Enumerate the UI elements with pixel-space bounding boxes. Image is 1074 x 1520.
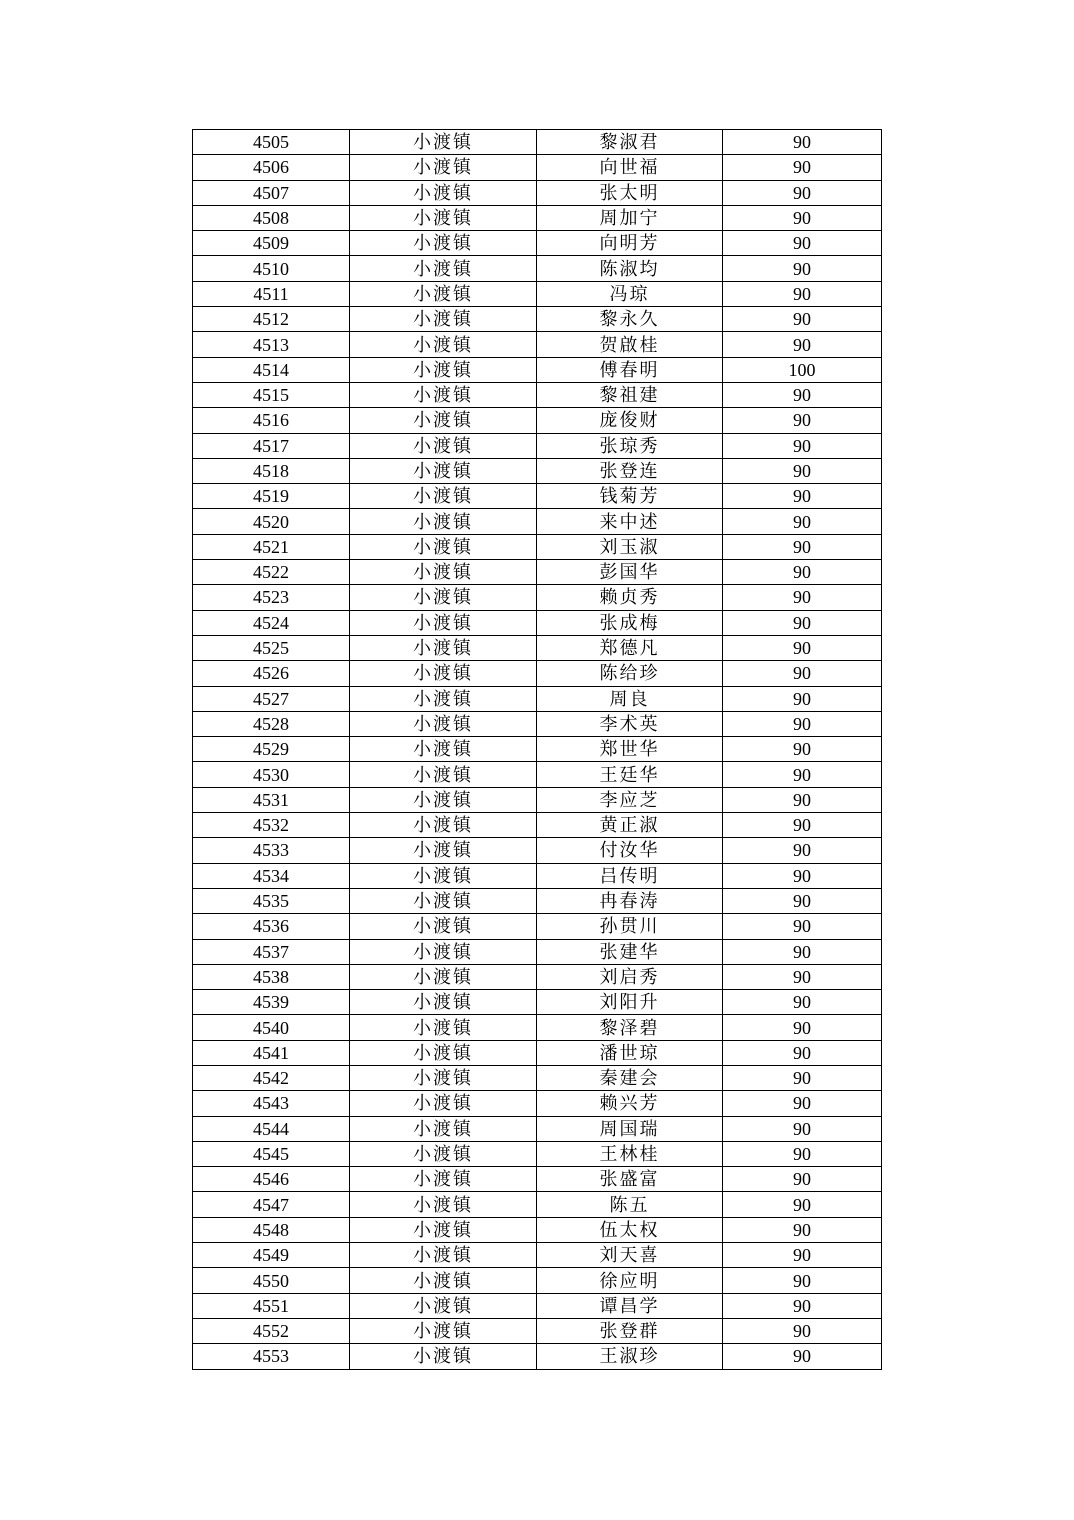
cell-town: 小渡镇 [350,231,537,256]
table-row [193,686,882,711]
cell-number: 4534 [193,863,350,888]
table-row [193,863,882,888]
cell-number: 4513 [193,332,350,357]
cell-number: 4546 [193,1167,350,1192]
cell-town: 小渡镇 [350,408,537,433]
cell-name: 庞俊财 [537,408,723,433]
cell-score: 90 [723,281,882,306]
cell-name: 郑世华 [537,737,723,762]
table-row [193,939,882,964]
table-row [193,1040,882,1065]
cell-score: 90 [723,509,882,534]
table-row [193,1192,882,1217]
cell-number: 4548 [193,1217,350,1242]
cell-town: 小渡镇 [350,787,537,812]
table-row [193,635,882,660]
table-row [193,256,882,281]
cell-number: 4532 [193,813,350,838]
table-row [193,737,882,762]
cell-name: 周良 [537,686,723,711]
cell-score: 90 [723,661,882,686]
cell-number: 4535 [193,888,350,913]
cell-name: 钱菊芳 [537,484,723,509]
cell-town: 小渡镇 [350,130,537,155]
cell-score: 90 [723,711,882,736]
cell-number: 4511 [193,281,350,306]
cell-score: 90 [723,332,882,357]
table-row [193,307,882,332]
cell-name: 刘玉淑 [537,534,723,559]
cell-town: 小渡镇 [350,357,537,382]
cell-number: 4542 [193,1065,350,1090]
cell-score: 90 [723,1293,882,1318]
cell-number: 4539 [193,990,350,1015]
cell-score: 90 [723,180,882,205]
cell-number: 4536 [193,914,350,939]
table-row [193,408,882,433]
table-row [193,1167,882,1192]
cell-number: 4547 [193,1192,350,1217]
cell-score: 90 [723,1116,882,1141]
cell-town: 小渡镇 [350,888,537,913]
cell-town: 小渡镇 [350,1344,537,1369]
cell-number: 4552 [193,1318,350,1343]
cell-town: 小渡镇 [350,635,537,660]
cell-score: 90 [723,863,882,888]
cell-name: 陈淑均 [537,256,723,281]
cell-name: 张登群 [537,1318,723,1343]
cell-name: 谭昌学 [537,1293,723,1318]
cell-score: 90 [723,914,882,939]
cell-name: 张登连 [537,458,723,483]
cell-name: 傅春明 [537,357,723,382]
cell-name: 向世福 [537,155,723,180]
table-row [193,1293,882,1318]
cell-score: 90 [723,1318,882,1343]
cell-score: 90 [723,585,882,610]
cell-name: 付汝华 [537,838,723,863]
cell-name: 张成梅 [537,610,723,635]
cell-number: 4538 [193,964,350,989]
cell-score: 90 [723,888,882,913]
cell-town: 小渡镇 [350,155,537,180]
table-row [193,813,882,838]
cell-score: 90 [723,1065,882,1090]
cell-number: 4523 [193,585,350,610]
table-row [193,888,882,913]
cell-number: 4514 [193,357,350,382]
table-row [193,610,882,635]
cell-number: 4541 [193,1040,350,1065]
cell-town: 小渡镇 [350,256,537,281]
cell-name: 孙贯川 [537,914,723,939]
cell-town: 小渡镇 [350,1217,537,1242]
roster-table-body [193,130,882,1370]
cell-town: 小渡镇 [350,1318,537,1343]
cell-score: 90 [723,130,882,155]
table-row [193,762,882,787]
cell-town: 小渡镇 [350,534,537,559]
table-row [193,990,882,1015]
cell-number: 4537 [193,939,350,964]
cell-name: 王廷华 [537,762,723,787]
table-row [193,180,882,205]
cell-number: 4505 [193,130,350,155]
table-row [193,484,882,509]
cell-score: 90 [723,1015,882,1040]
cell-name: 黎永久 [537,307,723,332]
cell-name: 黄正淑 [537,813,723,838]
cell-name: 秦建会 [537,1065,723,1090]
cell-score: 90 [723,1344,882,1369]
cell-town: 小渡镇 [350,661,537,686]
cell-town: 小渡镇 [350,1192,537,1217]
table-row [193,1217,882,1242]
cell-town: 小渡镇 [350,1116,537,1141]
table-row [193,914,882,939]
cell-score: 90 [723,307,882,332]
cell-name: 刘启秀 [537,964,723,989]
cell-score: 90 [723,990,882,1015]
cell-town: 小渡镇 [350,863,537,888]
cell-score: 90 [723,484,882,509]
table-row [193,1015,882,1040]
cell-town: 小渡镇 [350,1065,537,1090]
cell-score: 90 [723,1141,882,1166]
cell-town: 小渡镇 [350,939,537,964]
table-row [193,231,882,256]
cell-score: 90 [723,838,882,863]
cell-town: 小渡镇 [350,205,537,230]
cell-score: 90 [723,155,882,180]
cell-number: 4530 [193,762,350,787]
cell-name: 郑德凡 [537,635,723,660]
cell-number: 4507 [193,180,350,205]
table-row [193,1318,882,1343]
cell-name: 周国瑞 [537,1116,723,1141]
cell-score: 90 [723,231,882,256]
cell-town: 小渡镇 [350,762,537,787]
cell-number: 4527 [193,686,350,711]
cell-score: 90 [723,762,882,787]
cell-score: 90 [723,787,882,812]
cell-town: 小渡镇 [350,585,537,610]
table-row [193,1116,882,1141]
cell-town: 小渡镇 [350,1293,537,1318]
cell-name: 冉春涛 [537,888,723,913]
table-row [193,155,882,180]
cell-number: 4522 [193,560,350,585]
cell-score: 100 [723,357,882,382]
cell-number: 4521 [193,534,350,559]
cell-score: 90 [723,610,882,635]
cell-name: 黎泽碧 [537,1015,723,1040]
cell-number: 4525 [193,635,350,660]
cell-town: 小渡镇 [350,307,537,332]
cell-score: 90 [723,635,882,660]
cell-name: 来中述 [537,509,723,534]
cell-town: 小渡镇 [350,180,537,205]
table-row [193,130,882,155]
table-row [193,433,882,458]
cell-name: 张建华 [537,939,723,964]
cell-town: 小渡镇 [350,458,537,483]
table-row [193,509,882,534]
table-row [193,1141,882,1166]
cell-score: 90 [723,737,882,762]
cell-number: 4549 [193,1243,350,1268]
cell-name: 陈给珍 [537,661,723,686]
cell-name: 向明芳 [537,231,723,256]
cell-score: 90 [723,256,882,281]
cell-town: 小渡镇 [350,838,537,863]
cell-town: 小渡镇 [350,1167,537,1192]
cell-name: 周加宁 [537,205,723,230]
cell-name: 陈五 [537,1192,723,1217]
cell-score: 90 [723,964,882,989]
cell-number: 4515 [193,382,350,407]
cell-score: 90 [723,939,882,964]
cell-town: 小渡镇 [350,610,537,635]
cell-number: 4540 [193,1015,350,1040]
cell-name: 黎淑君 [537,130,723,155]
cell-town: 小渡镇 [350,964,537,989]
cell-score: 90 [723,382,882,407]
cell-name: 张太明 [537,180,723,205]
cell-number: 4531 [193,787,350,812]
cell-number: 4510 [193,256,350,281]
cell-number: 4529 [193,737,350,762]
cell-score: 90 [723,1268,882,1293]
cell-town: 小渡镇 [350,281,537,306]
cell-name: 彭国华 [537,560,723,585]
cell-town: 小渡镇 [350,433,537,458]
cell-number: 4544 [193,1116,350,1141]
cell-score: 90 [723,534,882,559]
cell-number: 4506 [193,155,350,180]
cell-score: 90 [723,560,882,585]
roster-table [192,129,882,1370]
table-row [193,787,882,812]
cell-number: 4533 [193,838,350,863]
cell-score: 90 [723,1040,882,1065]
cell-name: 张琼秀 [537,433,723,458]
cell-score: 90 [723,1243,882,1268]
cell-number: 4518 [193,458,350,483]
cell-score: 90 [723,1091,882,1116]
table-row [193,1065,882,1090]
table-row [193,1344,882,1369]
table-row [193,281,882,306]
cell-name: 王林桂 [537,1141,723,1166]
cell-name: 潘世琼 [537,1040,723,1065]
cell-town: 小渡镇 [350,1268,537,1293]
cell-score: 90 [723,813,882,838]
cell-town: 小渡镇 [350,509,537,534]
table-row [193,332,882,357]
table-row [193,711,882,736]
cell-score: 90 [723,205,882,230]
cell-name: 贺啟桂 [537,332,723,357]
cell-name: 伍太权 [537,1217,723,1242]
table-row [193,838,882,863]
cell-town: 小渡镇 [350,813,537,838]
cell-score: 90 [723,433,882,458]
table-row [193,661,882,686]
cell-town: 小渡镇 [350,711,537,736]
table-row [193,382,882,407]
cell-number: 4519 [193,484,350,509]
cell-number: 4524 [193,610,350,635]
cell-town: 小渡镇 [350,1040,537,1065]
cell-name: 冯琼 [537,281,723,306]
cell-number: 4520 [193,509,350,534]
cell-number: 4512 [193,307,350,332]
cell-score: 90 [723,408,882,433]
table-row [193,585,882,610]
cell-score: 90 [723,686,882,711]
cell-number: 4517 [193,433,350,458]
cell-name: 吕传明 [537,863,723,888]
cell-town: 小渡镇 [350,484,537,509]
cell-town: 小渡镇 [350,1015,537,1040]
cell-name: 赖兴芳 [537,1091,723,1116]
cell-name: 李应芝 [537,787,723,812]
table-row [193,357,882,382]
cell-name: 刘阳升 [537,990,723,1015]
cell-number: 4528 [193,711,350,736]
cell-number: 4553 [193,1344,350,1369]
table-row [193,1091,882,1116]
cell-town: 小渡镇 [350,560,537,585]
cell-name: 刘天喜 [537,1243,723,1268]
table-row [193,534,882,559]
cell-town: 小渡镇 [350,332,537,357]
table-row [193,1268,882,1293]
cell-town: 小渡镇 [350,686,537,711]
table-row [193,458,882,483]
cell-name: 徐应明 [537,1268,723,1293]
cell-number: 4545 [193,1141,350,1166]
cell-score: 90 [723,1217,882,1242]
cell-number: 4526 [193,661,350,686]
table-row [193,964,882,989]
cell-town: 小渡镇 [350,1243,537,1268]
cell-name: 李术英 [537,711,723,736]
cell-number: 4508 [193,205,350,230]
cell-score: 90 [723,458,882,483]
table-row [193,560,882,585]
cell-town: 小渡镇 [350,1141,537,1166]
cell-name: 王淑珍 [537,1344,723,1369]
cell-town: 小渡镇 [350,1091,537,1116]
cell-number: 4516 [193,408,350,433]
cell-name: 赖贞秀 [537,585,723,610]
table-row [193,205,882,230]
cell-score: 90 [723,1167,882,1192]
cell-town: 小渡镇 [350,737,537,762]
cell-name: 黎祖建 [537,382,723,407]
cell-number: 4550 [193,1268,350,1293]
cell-town: 小渡镇 [350,914,537,939]
cell-number: 4551 [193,1293,350,1318]
cell-number: 4509 [193,231,350,256]
cell-score: 90 [723,1192,882,1217]
cell-number: 4543 [193,1091,350,1116]
table-row [193,1243,882,1268]
cell-town: 小渡镇 [350,382,537,407]
cell-name: 张盛富 [537,1167,723,1192]
cell-town: 小渡镇 [350,990,537,1015]
